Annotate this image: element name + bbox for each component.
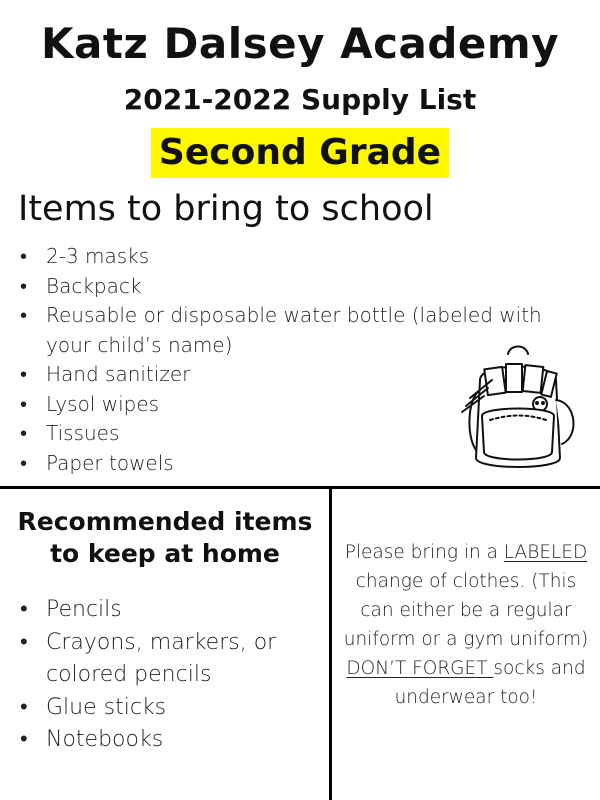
note-labeled: LABELED xyxy=(503,542,588,563)
note-dont-forget: DON’T FORGET xyxy=(346,658,494,679)
list-item: • Glue sticks xyxy=(18,692,323,725)
note-part2: change of clothes. (This can either be a regular uniform or a gym uniform) xyxy=(343,571,589,650)
home-heading-line1: Recommended items xyxy=(17,507,313,536)
clothes-note xyxy=(338,538,594,712)
list-item: • Tissues xyxy=(18,419,568,449)
list-item: • Notebooks xyxy=(18,724,323,757)
grade-banner xyxy=(0,128,600,178)
home-list xyxy=(18,594,323,757)
list-item: • Paper towels xyxy=(18,449,568,479)
school-title: Katz Dalsey Academy xyxy=(40,19,560,68)
home-section-heading xyxy=(10,506,320,570)
note-part1: Please bring in a xyxy=(344,542,504,563)
list-item: • Reusable or disposable water bottle (labeled with your child’s name) xyxy=(18,301,568,360)
note-part3: socks and underwear too! xyxy=(394,658,586,708)
grade-label: Second Grade xyxy=(151,128,449,178)
list-item: • Hand sanitizer xyxy=(18,360,568,390)
list-item: • Crayons, markers, or colored pencils xyxy=(18,627,323,692)
list-item: • 2-3 masks xyxy=(18,242,568,272)
vertical-divider xyxy=(329,486,332,800)
backpack-illustration xyxy=(440,340,590,480)
horizontal-divider xyxy=(0,486,600,489)
bring-section-heading: Items to bring to school xyxy=(18,189,434,229)
list-item: • Lysol wipes xyxy=(18,390,568,420)
list-item: • Pencils xyxy=(18,594,323,627)
list-item: • Backpack xyxy=(18,272,568,302)
home-heading-line2: to keep at home xyxy=(50,539,280,568)
supply-list-year: 2021-2022 Supply List xyxy=(123,83,477,116)
